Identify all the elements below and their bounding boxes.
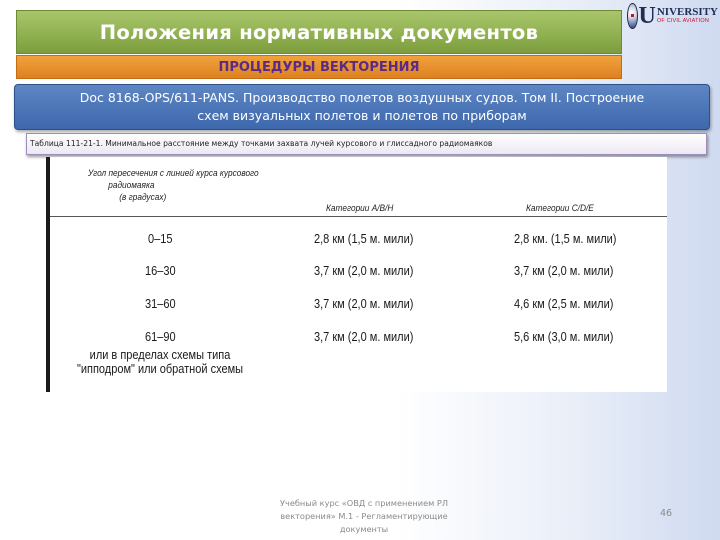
row4-angle: 61–90 [145,330,176,344]
logo-text [657,7,718,25]
document-reference-text [74,89,650,125]
slide-subtitle [16,55,622,79]
table-note-line2: "ипподром" или обратной схемы [76,362,244,376]
slide-subtitle-text: ПРОЦЕДУРЫ ВЕКТОРЕНИЯ [218,59,420,75]
header-divider [50,216,667,217]
row3-cat-abh: 3,7 км (2,0 м. мили) [314,297,414,311]
row1-cat-cde: 2,8 км. (1,5 м. мили) [514,232,617,246]
header-angle-line3: (в градусах) [119,192,167,202]
document-reference-box [14,84,710,130]
distance-table [46,157,667,392]
footer-course-text [244,497,484,536]
row2-cat-cde: 3,7 км (2,0 м. мили) [514,264,614,278]
row1-cat-abh: 2,8 км (1,5 м. мили) [314,232,414,246]
footer-line1: Учебный курс «ОВД с применением РЛ [280,498,448,508]
header-angle-line1: Угол пересечения с линией курса курсового [88,168,259,178]
table-note-line1: или в пределах схемы типа [89,348,231,362]
table-caption [26,133,707,155]
header-category-abh: Категории A/B/H [326,203,394,213]
logo-letter: U [638,3,656,29]
university-logo [627,2,718,30]
logo-name: NIVERSITY [656,6,718,18]
header-angle [88,167,259,203]
table-caption-text: Таблица 111-21-1. Минимальное расстояние между точками захвата лучей курсового и глиссадного радиомаяков [30,139,493,148]
slide-title-text: Положения нормативных документов [99,20,539,44]
page-number: 46 [660,508,673,519]
globe-icon [627,3,638,29]
footer-line3: документы [339,524,389,534]
document-reference-line1: Doc 8168-OPS/611-PANS. Производство полетов воздушных судов. Том II. Построение [79,90,645,105]
document-reference-line2: схем визуальных полетов и полетов по приборам [197,108,527,123]
slide-title [16,10,622,54]
logo-subtitle: OF CIVIL AVIATION [656,18,710,24]
table-note [63,348,257,376]
row3-cat-cde: 4,6 км (2,5 м. мили) [514,297,614,311]
row4-cat-cde: 5,6 км (3,0 м. мили) [514,330,614,344]
footer-line2: векторения» М.1 - Регламентирующие [280,511,448,521]
row2-cat-abh: 3,7 км (2,0 м. мили) [314,264,414,278]
row3-angle: 31–60 [145,297,176,311]
header-angle-line2: радиомаяка [108,180,155,190]
header-category-cde: Категории C/D/E [526,203,594,213]
row4-cat-abh: 3,7 км (2,0 м. мили) [314,330,414,344]
row2-angle: 16–30 [145,264,176,278]
row1-angle: 0–15 [148,232,173,246]
